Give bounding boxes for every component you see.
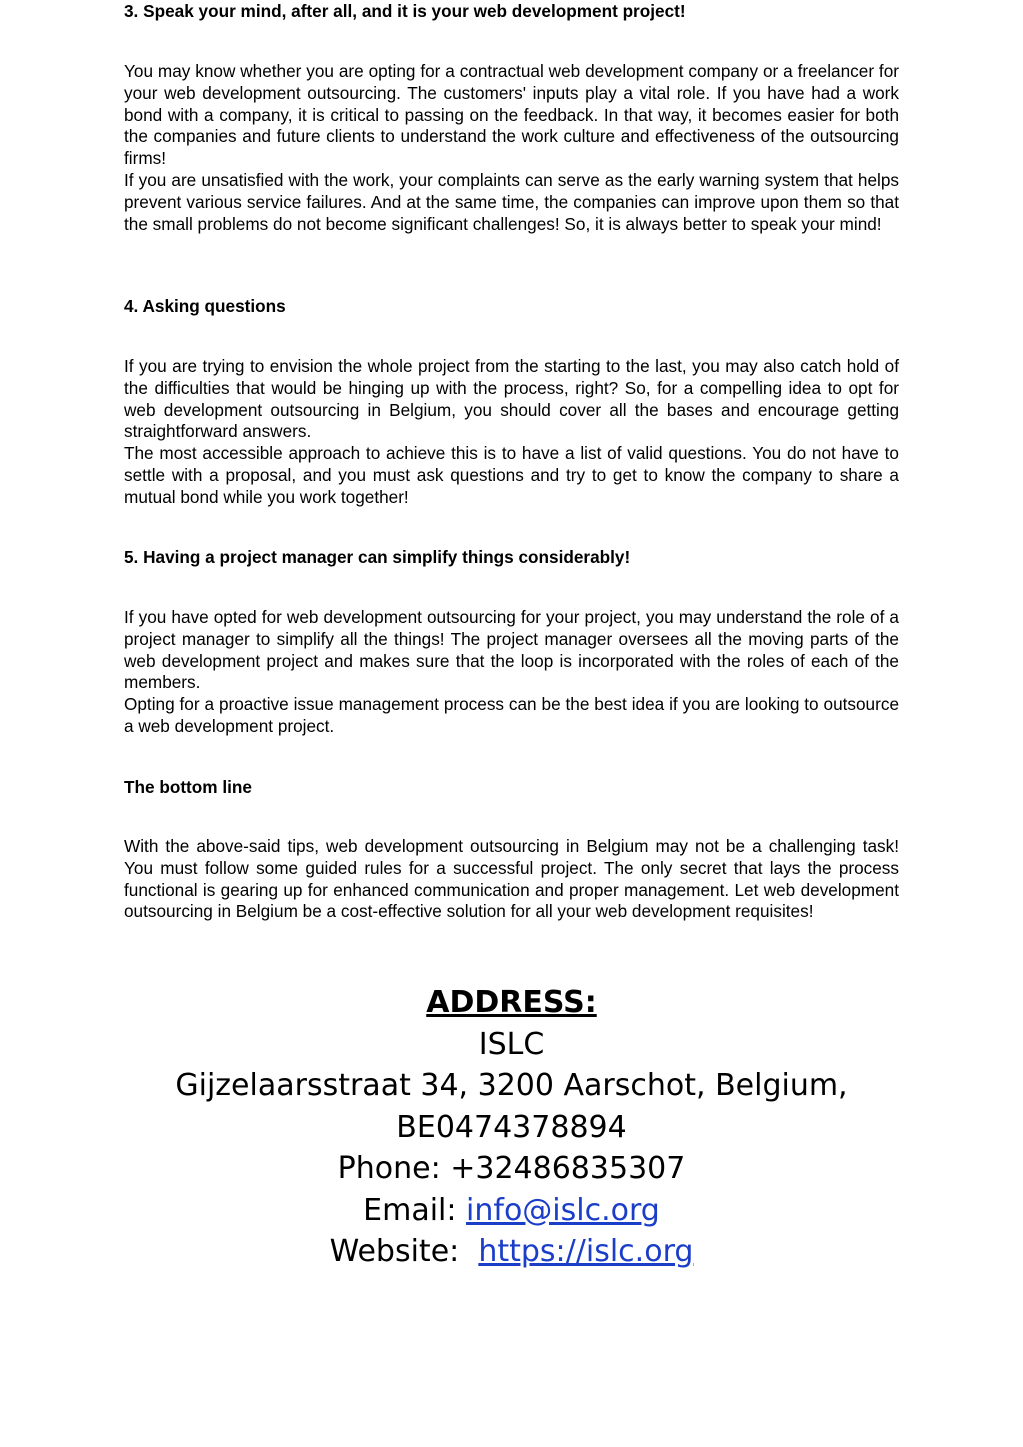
address-block [0,982,1023,1273]
company-name: ISLC [478,1026,545,1062]
address-title: ADDRESS: [426,985,597,1020]
street-address: Gijzelaarsstraat 34, 3200 Aarschot, Belgium, [175,1068,848,1103]
section-4-paragraph-1: If you are trying to envision the whole project from the starting to the last, you may also catch hold of the difficulties that would be hinging up with the process, right? So, for a compelling idea to opt for web development outsourcing in Belgium, you should cover all the bases and encourage getting straightforward answers. [124,356,899,442]
section-3-paragraph-2: If you are unsatisfied with the work, your complaints can serve as the early warning system that helps prevent various service failures. And at the same time, the companies can improve upon them so that the small problems do not become significant challenges! So, it is always better to speak your mind! [124,170,899,234]
bottom-line-heading: The bottom line [124,777,252,797]
email-link[interactable]: info@islc.org [466,1192,660,1228]
section-5-heading: 5. Having a project manager can simplify things considerably! [124,547,631,567]
phone-number: +32486835307 [450,1151,686,1186]
email-line [0,1190,1023,1232]
vat-number: BE0474378894 [396,1109,627,1145]
section-5-paragraph-2: Opting for a proactive issue management process can be the best idea if you are looking to outsource a web development project. [124,694,899,736]
section-4-heading: 4. Asking questions [124,296,286,316]
phone-label: Phone: [337,1151,451,1186]
website-line [0,1231,1023,1273]
website-link[interactable]: https://islc.org [478,1234,694,1269]
phone-line [0,1148,1023,1190]
section-3-heading: 3. Speak your mind, after all, and it is your web development project! [124,1,686,21]
section-4-paragraph-2: The most accessible approach to achieve this is to have a list of valid questions. You do not have to settle with a proposal, and you must ask questions and try to get to know the company to share a mutual bond while you work together! [124,443,899,507]
section-3-paragraph-1: You may know whether you are opting for a contractual web development company or a freelancer for your web development outsourcing. The customers' inputs play a vital role. If you have had a work bond with a company, it is critical to passing on the feedback. In that way, it becomes easier for both the companies and future clients to understand the work culture and effectiveness of the outsourcing firms! [124,61,899,169]
bottom-line-paragraph: With the above-said tips, web development outsourcing in Belgium may not be a challenging task! You must follow some guided rules for a successful project. The only secret that lays the process functional is gearing up for enhanced communication and proper management. Let web development outsourcing in Belgium be a cost-effective solution for all your web development requisites! [124,836,899,922]
website-label: Website: [329,1234,479,1269]
section-5-paragraph-1: If you have opted for web development outsourcing for your project, you may understand the role of a project manager to simplify all the things! The project manager oversees all the moving parts of the web development project and makes sure that the loop is incorporated with the roles of each of the members. [124,607,899,693]
email-label: Email: [363,1192,467,1228]
